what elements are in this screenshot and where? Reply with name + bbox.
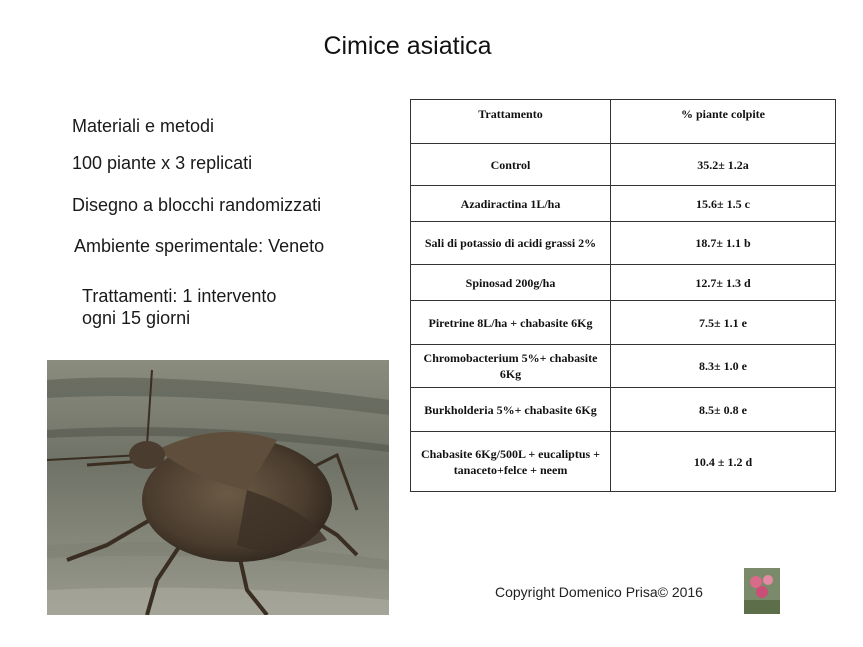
treatment-cell: Chromobacterium 5%+ chabasite 6Kg [411, 345, 611, 388]
treatments-line-1: Trattamenti: 1 intervento [82, 286, 277, 306]
slide-title: Cimice asiatica [323, 32, 492, 60]
treatments-line-2: ogni 15 giorni [82, 308, 191, 328]
value-cell: 8.3± 1.0 e [611, 345, 836, 388]
value-cell: 15.6± 1.5 c [611, 186, 836, 222]
results-table [410, 99, 836, 492]
value-cell: 7.5± 1.1 e [611, 301, 836, 345]
value-cell: 18.7± 1.1 b [611, 222, 836, 265]
stink-bug-photo [47, 360, 389, 615]
plants-text: 100 piante x 3 replicati [72, 153, 253, 173]
value-cell: 35.2± 1.2a [611, 144, 836, 186]
treatments-text [82, 285, 342, 329]
results-table-container [410, 99, 835, 492]
treatment-cell: Piretrine 8L/ha + chabasite 6Kg [411, 301, 611, 345]
table-row [411, 345, 836, 388]
environment-text: Ambiente sperimentale: Veneto [74, 236, 325, 256]
treatment-cell: Burkholderia 5%+ chabasite 6Kg [411, 388, 611, 432]
table-row [411, 144, 836, 186]
flower-thumbnail [744, 568, 780, 614]
value-cell: 10.4 ± 1.2 d [611, 432, 836, 492]
table-row [411, 186, 836, 222]
design-text: Disegno a blocchi randomizzati [72, 195, 322, 215]
header-treatment: Trattamento [411, 100, 611, 144]
value-cell: 8.5± 0.8 e [611, 388, 836, 432]
treatment-cell: Control [411, 144, 611, 186]
table-header-row [411, 100, 836, 144]
table-row [411, 388, 836, 432]
header-percent: % piante colpite [611, 100, 836, 144]
treatment-cell: Spinosad 200g/ha [411, 265, 611, 301]
copyright-text: Copyright Domenico Prisa© 2016 [495, 584, 703, 600]
methods-heading: Materiali e metodi [72, 116, 215, 136]
table-row [411, 222, 836, 265]
table-row [411, 265, 836, 301]
value-cell: 12.7± 1.3 d [611, 265, 836, 301]
table-row [411, 301, 836, 345]
treatment-cell: Sali di potassio di acidi grassi 2% [411, 222, 611, 265]
table-row [411, 432, 836, 492]
treatment-cell: Azadiractina 1L/ha [411, 186, 611, 222]
treatment-cell: Chabasite 6Kg/500L + eucaliptus + tanaceto+felce + neem [411, 432, 611, 492]
